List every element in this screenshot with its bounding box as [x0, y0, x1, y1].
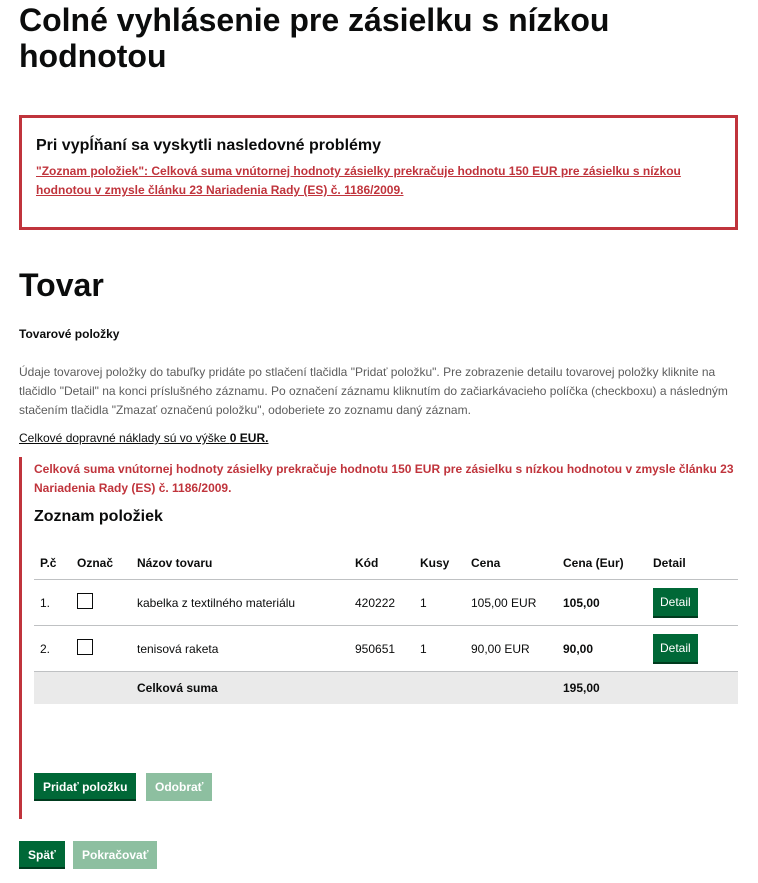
row-code: 420222 [349, 580, 414, 626]
items-list-title: Zoznam položiek [34, 508, 163, 525]
table-header-row [34, 547, 738, 580]
col-header-select: Označ [71, 547, 131, 580]
section-hint: Údaje tovarovej položky do tabuľky pridáte po stlačení tlačidla "Pridať položku". Pre zobrazenie detailu tovarovej položky kliknite na tlačidlo "Detail" na konci príslušného záznamu. Po označení záznamu kliknutím do začiarkávacieho políčka (checkboxu) a následným stačením tlačidla "Zmazať označenú položku", odoberiete zo zoznamu daný záznam. [19, 365, 728, 417]
items-table [34, 547, 738, 704]
error-summary-link[interactable]: "Zoznam položiek": Celková suma vnútornej hodnoty zásielky prekračuje hodnotu 150 EUR pre zásielku s nízkou hodnotou v zmysle článku 23 Nariadenia Rady (ES) č. 1186/2009. [36, 164, 681, 197]
col-header-qty: Kusy [414, 547, 465, 580]
table-row [34, 580, 738, 626]
col-header-code: Kód [349, 547, 414, 580]
row-index: 2. [34, 626, 71, 672]
col-header-name: Názov tovaru [131, 547, 349, 580]
row-qty: 1 [414, 580, 465, 626]
table-sum-row [34, 672, 738, 705]
col-header-price: Cena [465, 547, 557, 580]
transport-costs-value: 0 EUR. [229, 431, 269, 445]
section-subtitle: Tovarové položky [19, 327, 120, 341]
remove-item-button[interactable]: Odobrať [146, 773, 212, 801]
sum-label: Celková suma [131, 672, 349, 705]
col-header-detail: Detail [647, 547, 738, 580]
col-header-price-eur: Cena (Eur) [557, 547, 647, 580]
col-header-index: P.č [34, 547, 71, 580]
transport-costs [19, 431, 268, 445]
table-row [34, 626, 738, 672]
error-summary-heading: Pri vypĺňaní sa vyskytli nasledovné problémy [36, 137, 382, 154]
row-price: 90,00 EUR [465, 626, 557, 672]
page-title: Colné vyhlásenie pre zásielku s nízkou hodnotou [19, 2, 610, 74]
row-checkbox[interactable] [77, 593, 93, 609]
row-index: 1. [34, 580, 71, 626]
detail-button[interactable]: Detail [653, 634, 698, 664]
detail-button[interactable]: Detail [653, 588, 698, 618]
row-price: 105,00 EUR [465, 580, 557, 626]
items-error-group [19, 457, 739, 819]
row-name: kabelka z textilného materiálu [131, 580, 349, 626]
row-qty: 1 [414, 626, 465, 672]
continue-button[interactable]: Pokračovať [73, 841, 157, 869]
back-button[interactable]: Späť [19, 841, 65, 869]
sum-value: 195,00 [557, 672, 647, 705]
row-checkbox[interactable] [77, 639, 93, 655]
section-title: Tovar [19, 267, 104, 303]
transport-costs-label: Celkové dopravné náklady sú vo výške [19, 431, 230, 445]
error-summary [19, 115, 738, 230]
items-field-error: Celková suma vnútornej hodnoty zásielky prekračuje hodnotu 150 EUR pre zásielku s nízkou hodnotou v zmysle článku 23 Nariadenia Rady (ES) č. 1186/2009. [34, 462, 734, 495]
row-price-eur: 105,00 [557, 580, 647, 626]
row-price-eur: 90,00 [557, 626, 647, 672]
add-item-button[interactable]: Pridať položku [34, 773, 136, 801]
row-code: 950651 [349, 626, 414, 672]
row-name: tenisová raketa [131, 626, 349, 672]
